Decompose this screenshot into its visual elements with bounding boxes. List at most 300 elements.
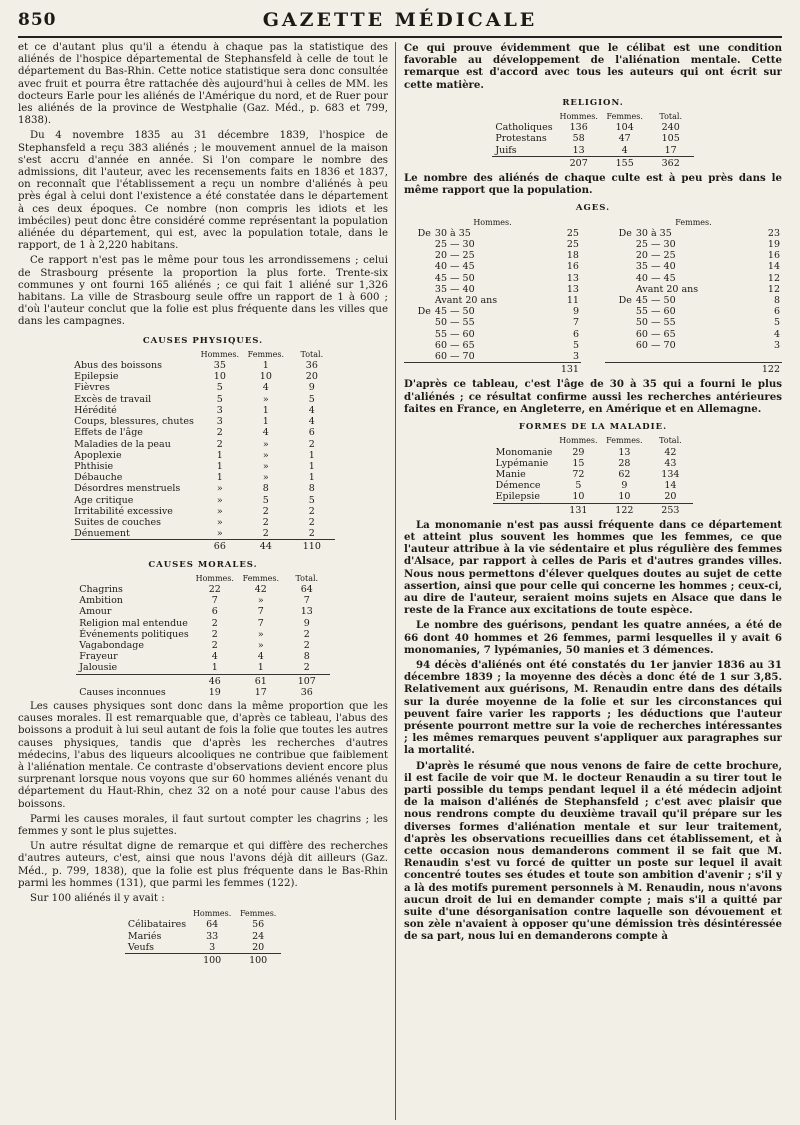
table-row [71, 450, 335, 461]
cell-value: 3 [773, 339, 780, 351]
row-label [404, 329, 433, 340]
cell-value: 23 [767, 227, 780, 239]
column-header: Femmes. [606, 112, 643, 122]
row-label: Dénuement [74, 528, 130, 540]
cell-value: » [262, 460, 269, 472]
table-row [404, 340, 782, 351]
column-header: Total. [300, 349, 324, 359]
table-row [404, 351, 782, 363]
column-header: Total. [659, 112, 682, 122]
cell-value: 6 [572, 328, 579, 340]
table-row [71, 427, 335, 438]
row-label: Epilepsie [74, 371, 119, 383]
cell-value: » [216, 516, 223, 528]
cell-value: 4 [773, 328, 780, 340]
religion-rows [492, 122, 693, 156]
paragraph: Les causes physiques sont donc dans la même proportion que les causes morales. Il est remarquable que, d'après ce tableau, l'abus des boissons a produit à lui seul autant de fois la folie que toutes les autres causes physiques, tandis que d'après les recherches d'autres médecins, l'abus des liqueurs alcooliques ne contribue que faiblement à l'aliénation mentale. Ce contraste d'observations devient encore plus surprenant lorsque nous voyons que sur 60 hommes aliénés venant du département du Haut-Rhin, chez 32 on a noté pour cause l'abus des boissons. [18, 700, 388, 810]
row-label [404, 284, 433, 295]
table-row [492, 145, 693, 157]
journal-title: GAZETTE MÉDICALE [262, 9, 538, 31]
table-total-row: 131 122 253 [493, 503, 694, 516]
cell-value: 4 [257, 651, 264, 663]
cell-value: 22 [208, 583, 221, 595]
cell-value: 42 [664, 446, 677, 458]
cell-value: 8 [262, 483, 269, 495]
cell-value: 1 [308, 449, 315, 461]
cell-value: 12 [767, 272, 780, 284]
column-header: Total. [295, 573, 319, 583]
cell-value: 7 [303, 595, 310, 607]
row-label [404, 317, 433, 328]
row-label: Vagabondage [79, 639, 144, 651]
column-header: Hommes. [559, 112, 598, 122]
row-label: 20 — 25 [635, 250, 676, 262]
row-label: Apoplexie [74, 449, 122, 461]
cell-value: 2 [216, 427, 223, 439]
row-label: Phthisie [74, 460, 114, 472]
row-label [404, 351, 433, 363]
cell-value: 56 [252, 919, 265, 931]
cell-value: 11 [566, 295, 579, 307]
cell-value: 12 [767, 283, 780, 295]
cell-value: 1 [262, 404, 269, 416]
table-row [493, 458, 694, 469]
row-label: Veufs [127, 941, 154, 953]
unknown-causes-row: Causes inconnues 19 17 36 [79, 686, 313, 698]
cell-value: 1 [308, 472, 315, 484]
paragraph: Le nombre des guérisons, pendant les quatre années, a été de 66 dont 40 hommes et 26 femmes, parmi lesquelles il y avait 6 monomanies, 7 lypémanies, 50 manies et 3 démences. [404, 619, 782, 656]
row-label [605, 284, 634, 295]
column-divider [395, 42, 396, 1120]
table-row [71, 517, 335, 528]
paragraph: 94 décès d'aliénés ont été constatés du 1er janvier 1836 au 31 décembre 1839 ; la moyenne des décès a donc été de 1 sur 3,85. Relativement aux guérisons, M. Renaudin entre dans des détails sur la durée moyenne de la folie et sur les circonstances qui peuvent faire varier les rapports ; les déductions que l'auteur présente pourront mettre sur la voie de recherches intéressantes ; les mêmes remarques peuvent s'appliquer aux paragraphes sur la mortalité. [404, 658, 782, 757]
cell-value: 9 [621, 480, 628, 492]
cell-value: 47 [618, 133, 631, 145]
row-label [404, 273, 433, 284]
cell-value: 43 [664, 457, 677, 469]
table-row [404, 284, 782, 295]
table-row [493, 491, 694, 503]
cell-value: 15 [572, 457, 585, 469]
row-label: 60 — 65 [434, 339, 475, 351]
left-column [18, 42, 388, 1117]
paragraph: et ce d'autant plus qu'il a étendu à chaque pas la statistique des aliénés de l'hospice départemental de Stephansfeld à celle de tout le département du Bas-Rhin. Cette notice statistique sera donc consultée avec fruit et pourra être rattachée dès aujourd'hui à celles de MM. les docteurs Earle pour les aliénés de l'Amérique du nord, et de Ruer pour les aliénés de la province de Westphalie (Gaz. Méd., p. 683 et 799, 1838). [18, 42, 388, 127]
row-label: Amour [79, 606, 112, 618]
row-label: 60 — 70 [635, 339, 676, 351]
row-label: 35 — 40 [434, 283, 475, 295]
cell-value: 1 [211, 662, 218, 674]
column-header: Femmes. [606, 436, 643, 446]
cell-value: 14 [664, 480, 677, 492]
cell-value: 18 [566, 250, 579, 262]
right-column [404, 42, 782, 1117]
table-total-row: 207 155 362 [492, 156, 693, 169]
table-row [76, 662, 330, 674]
cell-value: 24 [252, 930, 265, 942]
cell-value: 7 [572, 317, 579, 329]
row-label: 55 — 60 [434, 328, 475, 340]
cell-value: » [257, 639, 264, 651]
row-label: 50 — 55 [434, 317, 475, 329]
paragraph: Le nombre des aliénés de chaque culte est à peu près dans le même rapport que la population. [404, 172, 782, 197]
paragraph: Un autre résultat digne de remarque et qui diffère des recherches d'autres auteurs, c'est, ainsi que nous l'avons déjà dit ailleurs (Gaz. Méd., p. 799, 1838), que la folie est plus fréquente dans le Bas-Rhin parmi les hommes (131), que parmi les femmes (122). [18, 841, 388, 889]
table-title-moral-causes: CAUSES MORALES. [148, 559, 258, 570]
cell-value: 13 [566, 283, 579, 295]
disease-forms-rows [493, 447, 694, 504]
row-label [404, 239, 433, 250]
row-label [404, 250, 433, 261]
column-header: Femmes. [239, 909, 277, 919]
row-label: Frayeur [79, 651, 118, 663]
row-label: Excès de travail [74, 393, 152, 405]
row-label: Religion mal entendue [79, 617, 188, 629]
paragraph: Sur 100 aliénés il y avait : [30, 893, 165, 905]
cell-value: » [262, 472, 269, 484]
cell-value [745, 351, 782, 363]
cell-value: 20 [305, 371, 318, 383]
paragraph: Ce rapport n'est pas le même pour tous les arrondissemens ; celui de Strasbourg présente la proportion la plus forte. Trente-six communes y ont fourni 165 aliénés ; ce qui fait 1 aliéné sur 1,326 habitans. La ville de Strasbourg seule offre un rapport de 1 à 600 ; d'où l'auteur conclut que la folie est plus fréquente dans les villes que dans les campagnes. [18, 255, 388, 328]
cell-value: » [216, 494, 223, 506]
cell-value: 17 [664, 144, 677, 156]
cell-value: 8 [773, 295, 780, 307]
cell-value: 1 [216, 449, 223, 461]
table-row [71, 506, 335, 517]
cell-value: 28 [618, 457, 631, 469]
table-row [71, 483, 335, 494]
table-title-physical-causes: CAUSES PHYSIQUES. [142, 335, 264, 346]
row-label: Avant 20 ans [635, 283, 699, 295]
row-label: 25 — 30 [635, 239, 676, 251]
cell-value: 2 [262, 516, 269, 528]
cell-value: 8 [308, 483, 315, 495]
table-row [76, 651, 330, 662]
row-label [605, 239, 634, 250]
row-label [634, 351, 745, 363]
row-label: 60 — 65 [635, 328, 676, 340]
column-header: Femmes. [242, 573, 279, 583]
row-label [605, 329, 634, 340]
disease-forms-table [493, 435, 694, 515]
cell-value: 4 [262, 382, 269, 394]
cell-value: 134 [661, 468, 680, 480]
cell-value: 8 [303, 651, 310, 663]
cell-value: 25 [566, 239, 579, 251]
table-row [71, 461, 335, 472]
row-label: 50 — 55 [635, 317, 676, 329]
cell-value: 9 [572, 306, 579, 318]
cell-value: » [216, 505, 223, 517]
cell-value: 2 [211, 639, 218, 651]
cell-value: 4 [308, 416, 315, 428]
row-label [605, 351, 634, 363]
cell-value: 4 [262, 427, 269, 439]
table-row [76, 640, 330, 651]
cell-value: 2 [308, 505, 315, 517]
row-label: Epilepsie [495, 491, 540, 503]
row-label [605, 250, 634, 261]
cell-value: 2 [303, 639, 310, 651]
paragraph: Ce qui prouve évidemment que le célibat est une condition favorable au développement de l'aliénation mentale. Cette remarque est d'accord avec tous les auteurs qui ont écrit sur cette matière. [404, 42, 782, 91]
table-row [492, 122, 693, 133]
table-row [404, 261, 782, 272]
table-row [404, 306, 782, 317]
row-label [605, 340, 634, 351]
row-label: Démence [495, 480, 541, 492]
row-label: Manie [495, 468, 526, 480]
row-label: 40 — 45 [434, 261, 475, 273]
row-label: Chagrins [79, 583, 123, 595]
table-row [493, 469, 694, 480]
row-label: 20 — 25 [434, 250, 475, 262]
moral-causes-rows [76, 584, 330, 674]
cell-value: 3 [572, 351, 579, 363]
table-row [76, 584, 330, 595]
column-header: Hommes. [192, 909, 232, 919]
cell-value: 2 [308, 438, 315, 450]
table-row [493, 447, 694, 458]
cell-value: 64 [300, 583, 313, 595]
column-header: Total. [659, 436, 682, 446]
cell-value: 16 [767, 250, 780, 262]
table-row [125, 942, 281, 954]
cell-value: 29 [572, 446, 585, 458]
cell-value: 2 [308, 516, 315, 528]
cell-value: 7 [211, 595, 218, 607]
row-label: Lypémanie [495, 457, 549, 469]
cell-value: 2 [303, 628, 310, 640]
cell-value: 13 [566, 272, 579, 284]
row-label: De [618, 227, 632, 239]
row-label [605, 317, 634, 328]
cell-value: 1 [216, 460, 223, 472]
row-label: Irritabilité excessive [74, 505, 173, 517]
row-label: Hérédité [74, 404, 117, 416]
column-header: Hommes. [195, 573, 234, 583]
column-header: Hommes. [559, 436, 598, 446]
cell-value: 1 [257, 662, 264, 674]
row-label [605, 273, 634, 284]
table-row [76, 629, 330, 640]
civil-status-table [125, 908, 281, 966]
row-label: Suites de couches [74, 516, 161, 528]
row-label: Juifs [495, 144, 517, 156]
table-total-row: 100 100 [125, 954, 281, 967]
cell-value: 7 [257, 606, 264, 618]
cell-value: 2 [262, 528, 269, 540]
row-label: Maladies de la peau [74, 438, 171, 450]
row-label: Désordres menstruels [74, 483, 181, 495]
cell-value: 5 [572, 339, 579, 351]
cell-value: 5 [216, 382, 223, 394]
cell-value: 20 [252, 941, 265, 953]
cell-value: 72 [572, 468, 585, 480]
cell-value: 10 [213, 371, 226, 383]
row-label: De [417, 227, 431, 239]
paragraph: La monomanie n'est pas aussi fréquente dans ce département et atteint plus souvent les hommes que les femmes, ce que l'auteur attribue à la vie sédentaire et plus régulière des femmes d'Alsace, par rapport à celles de Paris et d'autres grandes villes. Nous nous permettons d'élever quelques doutes au sujet de cette assertion, ainsi que pour celle qui concerne les hommes ; ceux-ci, au dire de l'auteur, seraient moins sujets en Alsace que dans le reste de la France aux excitations de toute espèce. [404, 518, 782, 617]
cell-value: 6 [211, 606, 218, 618]
row-label: De [417, 306, 431, 318]
table-row [71, 382, 335, 393]
cell-value: 1 [216, 472, 223, 484]
ages-rows [404, 228, 782, 363]
cell-value: 10 [572, 491, 585, 503]
paragraph: Parmi les causes morales, il faut surtout compter les chagrins ; les femmes y sont le plus sujettes. [18, 813, 388, 837]
table-row [71, 394, 335, 405]
ages-table: Hommes. Femmes. De 30 à 35 25 De 30 à 35 23 25 — 30 25 25 — 30 19 20 — 25 18 20 — 25 16 40 — 45 16 35 — 40 14 45 — 50 13 40 — 45 12 35 — 40 13 Avant 20 ans 12 Avant 20 ans 11 De 45 — 50 8 De 45 — 50 9 55 — 60 6 50 — 55 7 50 — 55 5 55 — 60 6 60 — 65 4 60 — 65 5 60 — 70 3 60 — 70 3 131 122 [404, 217, 782, 376]
cell-value: 35 [213, 360, 226, 372]
row-label [404, 261, 433, 272]
table-row [71, 439, 335, 450]
row-label: 30 à 35 [434, 227, 471, 239]
cell-value: 3 [216, 416, 223, 428]
cell-value: 136 [569, 122, 588, 134]
table-row [404, 228, 782, 239]
cell-value: 240 [661, 122, 680, 134]
cell-value: 2 [216, 438, 223, 450]
cell-value: 3 [209, 941, 216, 953]
cell-value: 14 [767, 261, 780, 273]
table-title-religion: RELIGION. [562, 97, 624, 108]
cell-value: 6 [773, 306, 780, 318]
religion-table [492, 111, 693, 169]
table-row [404, 273, 782, 284]
cell-value: 5 [308, 494, 315, 506]
cell-value: 9 [303, 617, 310, 629]
paragraph: D'après le résumé que nous venons de faire de cette brochure, il est facile de voir que M. le docteur Renaudin a su tirer tout le parti possible du temps pendant lequel il a été médecin adjoint de la maison d'aliénés de Stephansfeld ; c'est avec plaisir que nous rendrons compte du deuxième travail qu'il prépare sur les diverses formes d'aliénation mentale et sur leur traitement, d'après les observations recueillies dans cet établissement, et à cette occasion nous demanderons comment il se fait que M. Renaudin s'est vu forcé de quitter un poste sur lequel il avait concentré toutes ses études et toute son ambition d'avenir ; s'il y a là des motifs purement personnels à M. Renaudin, nous n'avons aucun droit de lui en demander compte ; mais s'il a quitté par suite d'une désorganisation contre laquelle son dévouement et son zèle n'avaient à opposer qu'une démission très désintéressée de sa part, nous lui en demanderons compte à [404, 759, 782, 943]
cell-value: » [257, 628, 264, 640]
table-row [404, 239, 782, 250]
table-title-ages: AGES. [575, 203, 611, 214]
cell-value: 2 [211, 628, 218, 640]
cell-value: 2 [308, 528, 315, 540]
column-header: Femmes. [247, 349, 285, 359]
cell-value: 1 [262, 360, 269, 372]
cell-value: 58 [572, 133, 585, 145]
table-row [492, 133, 693, 144]
table-row [493, 480, 694, 491]
row-label [605, 261, 634, 272]
row-label: Débauche [74, 472, 123, 484]
table-title-forms: FORMES DE LA MALADIE. [518, 422, 668, 433]
table-row [71, 360, 335, 371]
table-row [125, 919, 281, 930]
cell-value: 13 [572, 144, 585, 156]
table-row [71, 495, 335, 506]
civil-status-rows [125, 919, 281, 953]
row-label [605, 306, 634, 317]
page-number: 850 [18, 10, 57, 30]
cell-value: » [262, 449, 269, 461]
row-label: Avant 20 ans [434, 295, 498, 307]
cell-value: 104 [615, 122, 634, 134]
cell-value: 3 [216, 404, 223, 416]
row-label [404, 295, 433, 306]
row-label: 25 — 30 [434, 239, 475, 251]
cell-value: 4 [211, 651, 218, 663]
cell-value: 42 [254, 583, 267, 595]
table-row [71, 405, 335, 416]
row-label: Protestans [495, 133, 547, 145]
cell-value: 2 [211, 617, 218, 629]
row-label: Effets de l'âge [74, 427, 143, 439]
physical-causes-table [71, 349, 335, 553]
cell-value: 19 [767, 239, 780, 251]
table-row [404, 329, 782, 340]
cell-value: 33 [206, 930, 219, 942]
cell-value: 5 [216, 393, 223, 405]
cell-value: » [216, 483, 223, 495]
cell-value: 2 [303, 662, 310, 674]
row-label: 30 à 35 [635, 227, 672, 239]
row-label: Mariés [127, 930, 162, 942]
cell-value: 7 [257, 617, 264, 629]
row-label: 45 — 50 [434, 272, 475, 284]
table-row [76, 595, 330, 606]
cell-value: 13 [618, 446, 631, 458]
cell-value: 2 [262, 505, 269, 517]
row-label: Événements politiques [79, 628, 189, 640]
cell-value: » [216, 528, 223, 540]
row-label: Monomanie [495, 446, 553, 458]
row-label [404, 340, 433, 351]
page-header [18, 8, 782, 38]
table-row [76, 618, 330, 629]
row-label: 55 — 60 [635, 306, 676, 318]
row-label: 60 — 70 [434, 351, 475, 363]
table-row [71, 371, 335, 382]
table-row [76, 606, 330, 617]
table-row [71, 528, 335, 540]
paragraph: Du 4 novembre 1835 au 31 décembre 1839, l'hospice de Stephansfeld a reçu 383 aliénés ; le mouvement annuel de la maison s'est accru d'année en année. Si l'on compare le nombre des admissions, dit l'auteur, avec les recensements faits en 1836 et 1837, on reconnaît que l'établissement a reçu un nombre d'aliénés à peu près égal à celui dont l'existence a été constatée dans le département à ces deux époques. Ce nombre (non compris les idiots et les imbéciles) peut donc être considéré comme représentant la population aliénée du département, qui est, avec la population totale, dans le rapport, de 1 à 2,220 habitans. [18, 130, 388, 252]
row-label: 35 — 40 [635, 261, 676, 273]
cell-value: 4 [621, 144, 628, 156]
row-label: Abus des boissons [74, 360, 163, 372]
cell-value: » [262, 438, 269, 450]
moral-causes-table [76, 573, 330, 698]
table-row [404, 295, 782, 306]
paragraph: D'après ce tableau, c'est l'âge de 30 à 35 qui a fourni le plus d'aliénés ; ce résultat confirme aussi les recherches antérieures faites en France, en Angleterre, en Amérique et en Allemagne. [404, 378, 782, 415]
cell-value: 5 [262, 494, 269, 506]
table-row [71, 472, 335, 483]
cell-value: 5 [308, 393, 315, 405]
row-label: Jalousie [79, 662, 118, 674]
cell-value: 13 [300, 606, 313, 618]
cell-value: 5 [773, 317, 780, 329]
row-label: Coups, blessures, chutes [74, 416, 194, 428]
table-row [125, 931, 281, 942]
row-label: 45 — 50 [434, 306, 475, 318]
column-header: Hommes. [200, 349, 239, 359]
cell-value: 105 [661, 133, 680, 145]
cell-value: » [257, 595, 264, 607]
table-total-row: 66 44 110 [71, 540, 335, 553]
table-total-row: 46 61 107 [76, 674, 330, 687]
row-label: De [618, 295, 632, 307]
row-label: 45 — 50 [635, 295, 676, 307]
cell-value: 9 [308, 382, 315, 394]
cell-value: 64 [206, 919, 219, 931]
cell-value: 1 [308, 460, 315, 472]
cell-value: 16 [566, 261, 579, 273]
cell-value: 20 [664, 491, 677, 503]
cell-value: 36 [305, 360, 318, 372]
row-label: Ambition [79, 595, 123, 607]
table-row [404, 317, 782, 328]
cell-value: » [262, 393, 269, 405]
row-label: Age critique [74, 494, 134, 506]
cell-value: 25 [566, 227, 579, 239]
table-row [404, 250, 782, 261]
